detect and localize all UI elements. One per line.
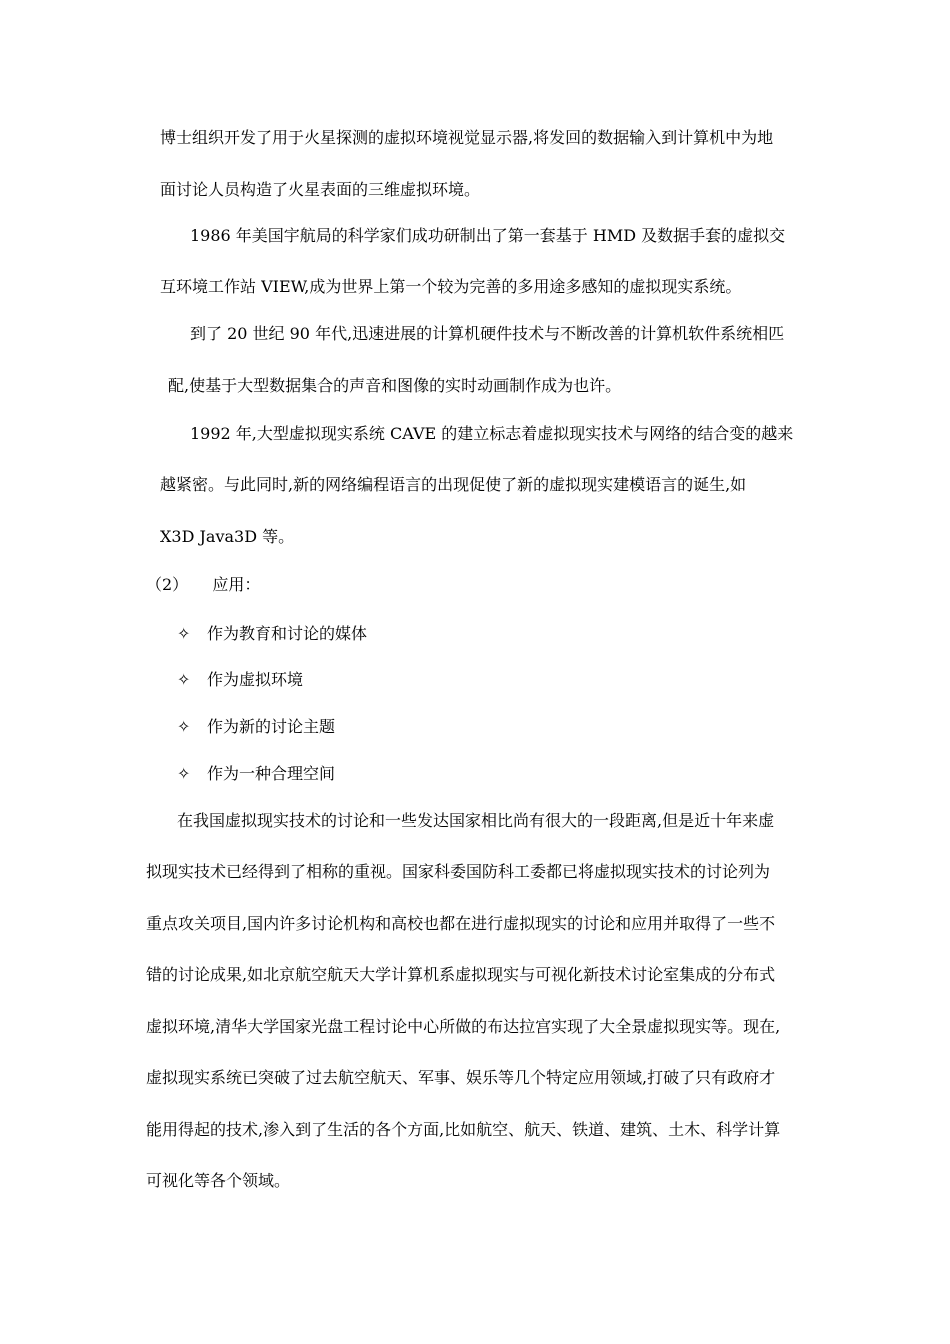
text-line: 能用得起的技术,渗入到了生活的各个方面,比如航空、航天、铁道、建筑、土木、科学计算 [146, 1120, 781, 1139]
section-number: （2） [146, 575, 189, 594]
list-item-text: 作为新的讨论主题 [207, 717, 336, 736]
star-bullet-icon: ✧ [177, 624, 191, 643]
text-line: 1992 年,大型虚拟现实系统 CAVE 的建立标志着虚拟现实技术与网络的结合变的越来 [190, 424, 794, 443]
list-item [177, 717, 335, 737]
list-item [177, 764, 335, 784]
section-heading [146, 575, 260, 595]
star-bullet-icon: ✧ [177, 670, 191, 689]
section-title: 应用： [212, 575, 261, 594]
text-line: 虚拟现实系统已突破了过去航空航天、军事、娱乐等几个特定应用领域,打破了只有政府才 [146, 1068, 776, 1087]
text-line: 在我国虚拟现实技术的讨论和一些发达国家相比尚有很大的一段距离,但是近十年来虚 [177, 811, 775, 830]
text-line: 重点攻关项目,国内许多讨论机构和高校也都在进行虚拟现实的讨论和应用并取得了一些不 [146, 914, 776, 933]
text-line: 配,使基于大型数据集合的声音和图像的实时动画制作成为也许。 [168, 376, 622, 395]
text-line: 错的讨论成果,如北京航空航天大学计算机系虚拟现实与可视化新技术讨论室集成的分布式 [146, 965, 776, 984]
list-item [177, 670, 303, 690]
text-line: 博士组织开发了用于火星探测的虚拟环境视觉显示器,将发回的数据输入到计算机中为地 [160, 128, 774, 147]
list-item-text: 作为虚拟环境 [207, 670, 304, 689]
text-line: 拟现实技术已经得到了相称的重视。国家科委国防科工委都已将虚拟现实技术的讨论列为 [146, 862, 771, 881]
text-line: X3D Java3D 等。 [160, 527, 295, 546]
star-bullet-icon: ✧ [177, 717, 191, 736]
text-line: 1986 年美国宇航局的科学家们成功研制出了第一套基于 HMD 及数据手套的虚拟交 [190, 226, 786, 245]
text-line: 到了 20 世纪 90 年代,迅速进展的计算机硬件技术与不断改善的计算机软件系统相匹 [190, 324, 785, 343]
text-line: 虚拟环境,清华大学国家光盘工程讨论中心所做的布达拉宫实现了大全景虚拟现实等。现在, [146, 1017, 781, 1036]
star-bullet-icon: ✧ [177, 764, 191, 783]
text-line: 可视化等各个领域。 [146, 1171, 291, 1190]
text-line: 互环境工作站 VIEW,成为世界上第一个较为完善的多用途多感知的虚拟现实系统。 [160, 277, 742, 296]
list-item-text: 作为一种合理空间 [207, 764, 336, 783]
text-line: 越紧密。与此同时,新的网络编程语言的出现促使了新的虚拟现实建模语言的诞生,如 [160, 475, 747, 494]
text-line: 面讨论人员构造了火星表面的三维虚拟环境。 [160, 180, 481, 199]
list-item [177, 624, 367, 644]
list-item-text: 作为教育和讨论的媒体 [207, 624, 368, 643]
